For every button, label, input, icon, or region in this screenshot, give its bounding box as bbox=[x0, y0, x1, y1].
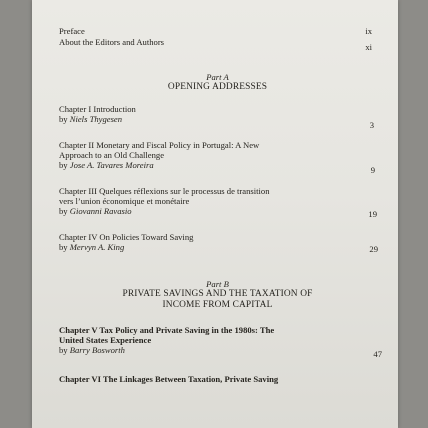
front-matter-title: About the Editors and Authors bbox=[59, 37, 165, 47]
front-matter-title: Preface bbox=[59, 26, 85, 36]
chapter-title-continued: Approach to an Old Challenge bbox=[59, 150, 165, 161]
part-title-continued: INCOME FROM CAPITAL bbox=[162, 300, 273, 311]
by-label: by bbox=[59, 242, 68, 253]
chapter-title: Chapter II Monetary and Fiscal Policy in Portugal: A New bbox=[59, 140, 260, 150]
toc-entry-chapter-6 bbox=[59, 374, 349, 384]
chapter-title: Chapter IV On Policies Toward Saving bbox=[59, 232, 194, 242]
chapter-title: Chapter VI The Linkages Between Taxation, Private Saving bbox=[59, 374, 279, 384]
author-name: Niels Thygesen bbox=[69, 114, 123, 125]
part-b-heading bbox=[90, 279, 345, 312]
page-number: 9 bbox=[370, 165, 375, 175]
by-label: by bbox=[59, 206, 68, 217]
author-line bbox=[59, 114, 349, 124]
toc-entry-chapter-4 bbox=[59, 232, 349, 252]
toc-entry-chapter-3 bbox=[59, 186, 349, 217]
part-title: OPENING ADDRESSES bbox=[167, 82, 268, 92]
front-matter-preface bbox=[59, 26, 349, 36]
page-number: xi bbox=[365, 42, 372, 52]
author-name: Mervyn A. King bbox=[69, 242, 125, 253]
chapter-title: Chapter I Introduction bbox=[59, 104, 136, 114]
part-label: Part A bbox=[206, 72, 229, 82]
chapter-title-continued: vers l’union économique et monétaire bbox=[59, 196, 190, 207]
by-label: by bbox=[59, 345, 68, 356]
page-number: ix bbox=[365, 26, 372, 36]
author-name: Giovanni Ravasio bbox=[69, 206, 132, 217]
front-matter-about bbox=[59, 37, 349, 47]
author-name: Jose A. Tavares Moreira bbox=[69, 160, 154, 171]
toc-entry-chapter-1 bbox=[59, 104, 349, 124]
author-line bbox=[59, 160, 349, 170]
author-name: Barry Bosworth bbox=[69, 345, 125, 356]
page-number: 19 bbox=[368, 209, 377, 219]
part-title: PRIVATE SAVINGS AND THE TAXATION OF bbox=[122, 289, 313, 299]
part-a-heading bbox=[90, 72, 345, 93]
part-label: Part B bbox=[206, 279, 229, 289]
author-line bbox=[59, 242, 349, 252]
toc-entry-chapter-2 bbox=[59, 140, 349, 171]
by-label: by bbox=[59, 160, 68, 171]
chapter-title-continued: United States Experience bbox=[59, 335, 152, 346]
by-label: by bbox=[59, 114, 68, 125]
page-number: 29 bbox=[369, 244, 378, 254]
page-number: 47 bbox=[373, 349, 382, 359]
author-line bbox=[59, 345, 349, 355]
author-line bbox=[59, 206, 349, 216]
chapter-title: Chapter V Tax Policy and Private Saving in the 1980s: The bbox=[59, 325, 275, 335]
chapter-title: Chapter III Quelques réflexions sur le processus de transition bbox=[59, 186, 270, 196]
page-number: 3 bbox=[369, 120, 374, 130]
toc-entry-chapter-5 bbox=[59, 325, 349, 356]
